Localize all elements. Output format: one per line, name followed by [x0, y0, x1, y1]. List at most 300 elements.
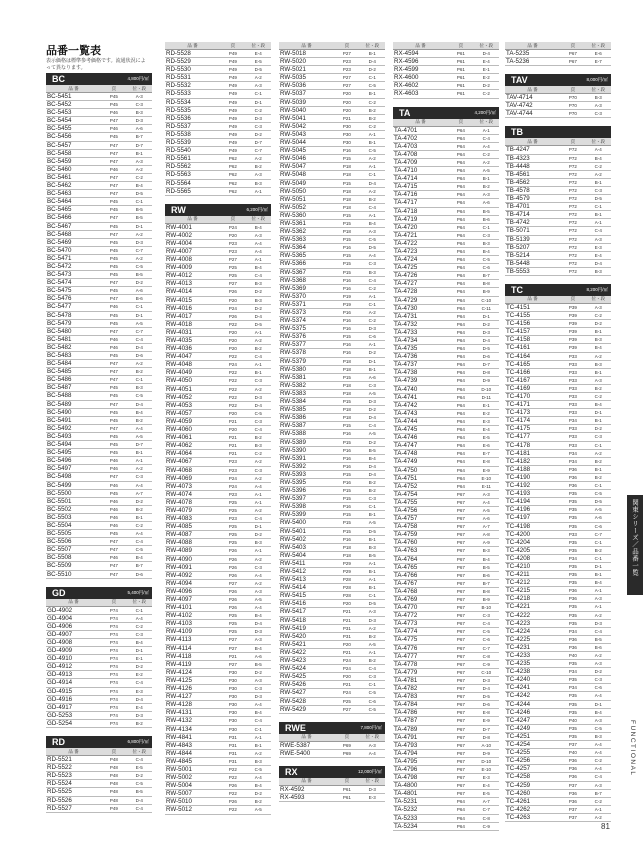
page-ref: P47 [101, 570, 126, 578]
page-ref: P34 [560, 457, 585, 465]
position: E-1 [474, 401, 499, 409]
page-ref: P33 [560, 368, 585, 376]
table-row [279, 309, 385, 317]
table-row [393, 442, 499, 450]
page-ref: P64 [448, 377, 473, 385]
product-code: TA-4796 [393, 765, 448, 773]
header-position: 位・段 [586, 86, 611, 94]
position: A-6 [127, 287, 152, 295]
product-code: TC-4222 [505, 611, 560, 619]
position: C-7 [474, 806, 499, 814]
product-code: TC-4259 [505, 781, 560, 789]
table-row [505, 660, 611, 668]
table-row [505, 676, 611, 684]
table-row [165, 531, 271, 539]
table-row [393, 304, 499, 312]
position: A-4 [474, 142, 499, 150]
page-ref: P15 [334, 511, 359, 519]
table-row [46, 441, 152, 449]
table-row [393, 717, 499, 725]
product-code: RD-5564 [165, 179, 220, 187]
table-row [165, 90, 271, 98]
position: C-3 [360, 495, 385, 503]
product-code: RW-4089 [165, 547, 220, 555]
position: B-1 [360, 535, 385, 543]
product-code: TB-4714 [505, 211, 560, 219]
page-ref: P35 [560, 724, 585, 732]
page-ref: P39 [560, 312, 585, 320]
product-code: TAV-4742 [505, 102, 560, 110]
page-ref: P33 [560, 360, 585, 368]
product-code: RW-5379 [279, 357, 334, 365]
position: B-3 [246, 280, 271, 288]
table-header-row [46, 748, 152, 756]
page-ref: P64 [448, 798, 473, 806]
side-tab-label: 関東シリーズ／品番一覧 [631, 499, 638, 576]
table-row [46, 432, 152, 440]
product-code: GD-4902 [46, 606, 101, 614]
table-row [505, 498, 611, 506]
table-row [46, 671, 152, 679]
side-tab [627, 495, 643, 595]
product-code: RD-5532 [165, 82, 220, 90]
series-price: 4,200円/㎡ [474, 109, 496, 115]
position: D-2 [360, 438, 385, 446]
table-row [279, 793, 385, 801]
product-code: RX-4593 [279, 793, 334, 801]
page-ref: P20 [220, 345, 245, 353]
product-code: BC-5487 [46, 384, 101, 392]
table-row [393, 709, 499, 717]
position: C-1 [127, 303, 152, 311]
page-ref: P62 [220, 187, 245, 195]
product-code: TB-4448 [505, 162, 560, 170]
page-ref: P34 [560, 449, 585, 457]
table-row [46, 246, 152, 254]
page-ref: P20 [220, 328, 245, 336]
position: C-7 [127, 327, 152, 335]
product-code: TA-4752 [393, 482, 448, 490]
table-row [393, 652, 499, 660]
page-ref: P40 [560, 716, 585, 724]
product-code: TA-4775 [393, 636, 448, 644]
table-row [279, 503, 385, 511]
table-row [279, 187, 385, 195]
position: A-1 [586, 805, 611, 813]
table-row [46, 125, 152, 133]
table-header-row [46, 599, 152, 607]
page-ref: P67 [448, 571, 473, 579]
position: B-1 [360, 511, 385, 519]
table-row [165, 604, 271, 612]
series-section [46, 736, 152, 813]
table-row [165, 231, 271, 239]
product-code: TB-4579 [505, 195, 560, 203]
table-row [505, 579, 611, 587]
product-code: RW-5050 [279, 187, 334, 195]
table-row [165, 571, 271, 579]
table-row [165, 434, 271, 442]
product-code: RD-5534 [165, 98, 220, 106]
product-code: RWE-5387 [279, 741, 334, 749]
position: A-4 [586, 765, 611, 773]
page-ref: P35 [560, 611, 585, 619]
table-row [505, 425, 611, 433]
page-ref: P64 [448, 353, 473, 361]
table-row [393, 644, 499, 652]
page-ref: P46 [101, 109, 126, 117]
table-row [165, 409, 271, 417]
position: C-3 [586, 186, 611, 194]
position: B-1 [127, 513, 152, 521]
position: D-3 [360, 616, 385, 624]
product-code: TA-4755 [393, 498, 448, 506]
table-row [165, 401, 271, 409]
page-ref: P35 [560, 538, 585, 546]
product-code: RW-5049 [279, 179, 334, 187]
page-ref: P49 [220, 130, 245, 138]
page-ref: P49 [220, 147, 245, 155]
product-code: BC-5502 [46, 505, 101, 513]
header-page: 頁 [334, 778, 359, 786]
position: C-5 [127, 262, 152, 270]
table-row [505, 587, 611, 595]
page-ref: P45 [101, 262, 126, 270]
page-ref: P21 [220, 652, 245, 660]
product-code: RX-4600 [393, 74, 448, 82]
position: E-8 [474, 458, 499, 466]
table-row [46, 424, 152, 432]
position: A-2 [360, 309, 385, 317]
page-ref: P18 [334, 203, 359, 211]
product-code: TC-4247 [505, 716, 560, 724]
product-code: RW-4051 [165, 385, 220, 393]
position: C-4 [360, 203, 385, 211]
page-ref: P16 [334, 276, 359, 284]
position: C-3 [474, 612, 499, 620]
table-row [46, 133, 152, 141]
table-row [393, 596, 499, 604]
product-code: RX-4602 [393, 82, 448, 90]
page-ref: P62 [220, 171, 245, 179]
position: D-2 [127, 663, 152, 671]
table-row [505, 506, 611, 514]
position: A-2 [360, 155, 385, 163]
position: E-1 [474, 66, 499, 74]
page-ref: P27 [220, 256, 245, 264]
position: B-4 [246, 782, 271, 790]
position: A-2 [127, 254, 152, 262]
page-ref: P35 [560, 562, 585, 570]
table-row [505, 749, 611, 757]
position: A-3 [246, 636, 271, 644]
table-row [279, 122, 385, 130]
page-ref: P23 [220, 466, 245, 474]
series-price: 4,800円/㎡ [127, 76, 149, 81]
product-code: RW-5415 [279, 592, 334, 600]
header-position: 位・段 [246, 42, 271, 50]
product-code: TC-4171 [505, 401, 560, 409]
page-ref: P67 [448, 774, 473, 782]
page-ref: P35 [560, 506, 585, 514]
position: B-5 [127, 788, 152, 796]
position: C-5 [360, 147, 385, 155]
page-ref: P18 [334, 187, 359, 195]
product-code: TA-5236 [505, 58, 560, 66]
product-code: RW-5428 [279, 697, 334, 705]
series-header [505, 126, 611, 138]
header-code: 品 番 [165, 42, 220, 50]
product-code: RW-5040 [279, 106, 334, 114]
position: D-11 [474, 393, 499, 401]
page-ref: P15 [334, 219, 359, 227]
column-4 [393, 42, 499, 839]
product-code: BC-5473 [46, 271, 101, 279]
product-code: BC-5500 [46, 489, 101, 497]
table-row [393, 199, 499, 207]
table-row [279, 551, 385, 559]
position: C-11 [474, 304, 499, 312]
product-code: RW-5371 [279, 300, 334, 308]
product-code: RW-4079 [165, 506, 220, 514]
table-row [46, 343, 152, 351]
product-code: GD-4916 [46, 695, 101, 703]
position: D-6 [474, 701, 499, 709]
table-row [505, 328, 611, 336]
table-header-row [279, 42, 385, 50]
table-row [393, 409, 499, 417]
product-code: TC-4210 [505, 562, 560, 570]
product-code: RW-5035 [279, 74, 334, 82]
functional-label: FUNCTIONAL [629, 720, 636, 777]
product-code: RW-5387 [279, 422, 334, 430]
table-row [165, 523, 271, 531]
page-ref: P29 [334, 568, 359, 576]
table-row [505, 417, 611, 425]
position: D-5 [127, 190, 152, 198]
position: A-4 [246, 247, 271, 255]
table-row [393, 668, 499, 676]
page-ref: P67 [448, 644, 473, 652]
page-ref: P25 [220, 264, 245, 272]
product-code: RW-5044 [279, 139, 334, 147]
table-row [393, 158, 499, 166]
product-code: GD-4908 [46, 639, 101, 647]
page-ref: P35 [560, 546, 585, 554]
position: B-6 [474, 215, 499, 223]
table-row [279, 357, 385, 365]
table-row [279, 462, 385, 470]
page-ref: P22 [220, 806, 245, 814]
page-ref: P33 [560, 409, 585, 417]
page-ref: P47 [101, 546, 126, 554]
position: A-3 [586, 376, 611, 384]
product-code: RW-5375 [279, 325, 334, 333]
product-code: GD-4907 [46, 630, 101, 638]
table-row [393, 523, 499, 531]
page-ref: P47 [101, 368, 126, 376]
position: D-5 [246, 66, 271, 74]
product-code: TC-4182 [505, 457, 560, 465]
product-code: RW-5366 [279, 260, 334, 268]
page-ref: P64 [448, 328, 473, 336]
table-row [46, 489, 152, 497]
table-row [393, 393, 499, 401]
product-code: TC-4204 [505, 538, 560, 546]
position: D-2 [246, 130, 271, 138]
table-row [165, 701, 271, 709]
page-ref: P21 [220, 434, 245, 442]
product-code: RW-5021 [279, 66, 334, 74]
position: A-3 [360, 608, 385, 616]
header-code: 品 番 [505, 86, 560, 94]
table-row [46, 254, 152, 262]
table-row [46, 206, 152, 214]
position: C-6 [474, 636, 499, 644]
product-code: BC-5495 [46, 449, 101, 457]
position: B-3 [127, 384, 152, 392]
product-code: TA-5231 [393, 798, 448, 806]
header-code: 品 番 [505, 296, 560, 304]
header-code: 品 番 [165, 216, 220, 224]
table-row [279, 203, 385, 211]
page-ref: P45 [101, 246, 126, 254]
position: E-3 [360, 793, 385, 801]
position: A-1 [360, 163, 385, 171]
product-code: RW-5037 [279, 90, 334, 98]
table-row [46, 764, 152, 772]
page-ref: P45 [101, 489, 126, 497]
product-code: RW-5377 [279, 341, 334, 349]
table-row [165, 450, 271, 458]
position: A-5 [127, 432, 152, 440]
table-row [165, 515, 271, 523]
product-code: RD-5525 [46, 788, 101, 796]
position: C-3 [246, 122, 271, 130]
product-code: RW-5426 [279, 681, 334, 689]
product-code: TC-4158 [505, 336, 560, 344]
page-ref: P67 [448, 790, 473, 798]
page-ref: P74 [101, 719, 126, 727]
position: A-6 [246, 652, 271, 660]
page-ref: P64 [448, 320, 473, 328]
position: A-3 [246, 82, 271, 90]
product-code: BC-5469 [46, 238, 101, 246]
table-row [393, 417, 499, 425]
product-code: TB-4578 [505, 186, 560, 194]
page-ref: P61 [334, 785, 359, 793]
product-code: RW-4017 [165, 312, 220, 320]
position: E-5 [474, 790, 499, 798]
page-ref: P20 [220, 231, 245, 239]
product-code: BC-5472 [46, 262, 101, 270]
position: D-1 [360, 357, 385, 365]
position: B-1 [474, 175, 499, 183]
position: B-10 [474, 604, 499, 612]
table-row [165, 155, 271, 163]
table-row [393, 256, 499, 264]
table-row [505, 465, 611, 473]
table-row [46, 521, 152, 529]
page-ref: P64 [448, 369, 473, 377]
position: A-2 [127, 360, 152, 368]
table-header-row [505, 296, 611, 304]
table-row [393, 426, 499, 434]
page-ref: P67 [448, 555, 473, 563]
series-section [505, 284, 611, 822]
product-code: BC-5475 [46, 287, 101, 295]
product-code: BC-5499 [46, 481, 101, 489]
position: E-4 [474, 58, 499, 66]
page-ref: P64 [448, 450, 473, 458]
column-2 [165, 42, 271, 823]
table-row [393, 547, 499, 555]
page-ref: P48 [101, 788, 126, 796]
page-ref: P22 [220, 385, 245, 393]
page-ref: P16 [334, 317, 359, 325]
product-code: TA-4725 [393, 264, 448, 272]
page-ref: P30 [220, 701, 245, 709]
product-code: RD-5523 [46, 772, 101, 780]
position: A-1 [360, 341, 385, 349]
page-ref: P46 [101, 125, 126, 133]
table-row [279, 640, 385, 648]
position: A-1 [360, 576, 385, 584]
page-ref: P40 [560, 749, 585, 757]
page-ref: P25 [220, 612, 245, 620]
table-row [505, 303, 611, 311]
table-row [46, 505, 152, 513]
position: D-1 [127, 222, 152, 230]
page-ref: P25 [220, 523, 245, 531]
series-section [505, 126, 611, 276]
page-ref: P64 [448, 458, 473, 466]
product-code: RW-5403 [279, 543, 334, 551]
page-ref: P70 [560, 102, 585, 110]
position: D-3 [474, 676, 499, 684]
table-row [279, 300, 385, 308]
position: A-1 [246, 328, 271, 336]
series-name: RX [285, 766, 298, 777]
table-row [165, 676, 271, 684]
table-row [393, 361, 499, 369]
position: B-1 [127, 449, 152, 457]
position: C-2 [360, 284, 385, 292]
table-row [505, 538, 611, 546]
table-row [46, 772, 152, 780]
page-ref: P35 [560, 498, 585, 506]
product-code: RW-5393 [279, 470, 334, 478]
page-ref: P47 [101, 538, 126, 546]
position: A-2 [474, 158, 499, 166]
product-code: RW-5427 [279, 689, 334, 697]
table-row [505, 50, 611, 58]
position: A-1 [246, 490, 271, 498]
product-code: RX-4603 [393, 90, 448, 98]
position: A-5 [360, 519, 385, 527]
position: A-1 [474, 126, 499, 134]
product-code: TA-4776 [393, 644, 448, 652]
table-row [393, 90, 499, 98]
page-ref: P27 [334, 74, 359, 82]
page-ref: P31 [220, 741, 245, 749]
page-ref: P45 [101, 416, 126, 424]
page-ref: P34 [560, 417, 585, 425]
product-code: TC-4244 [505, 700, 560, 708]
product-code: RW-4069 [165, 474, 220, 482]
product-code: TA-4793 [393, 741, 448, 749]
page-ref: P64 [448, 256, 473, 264]
